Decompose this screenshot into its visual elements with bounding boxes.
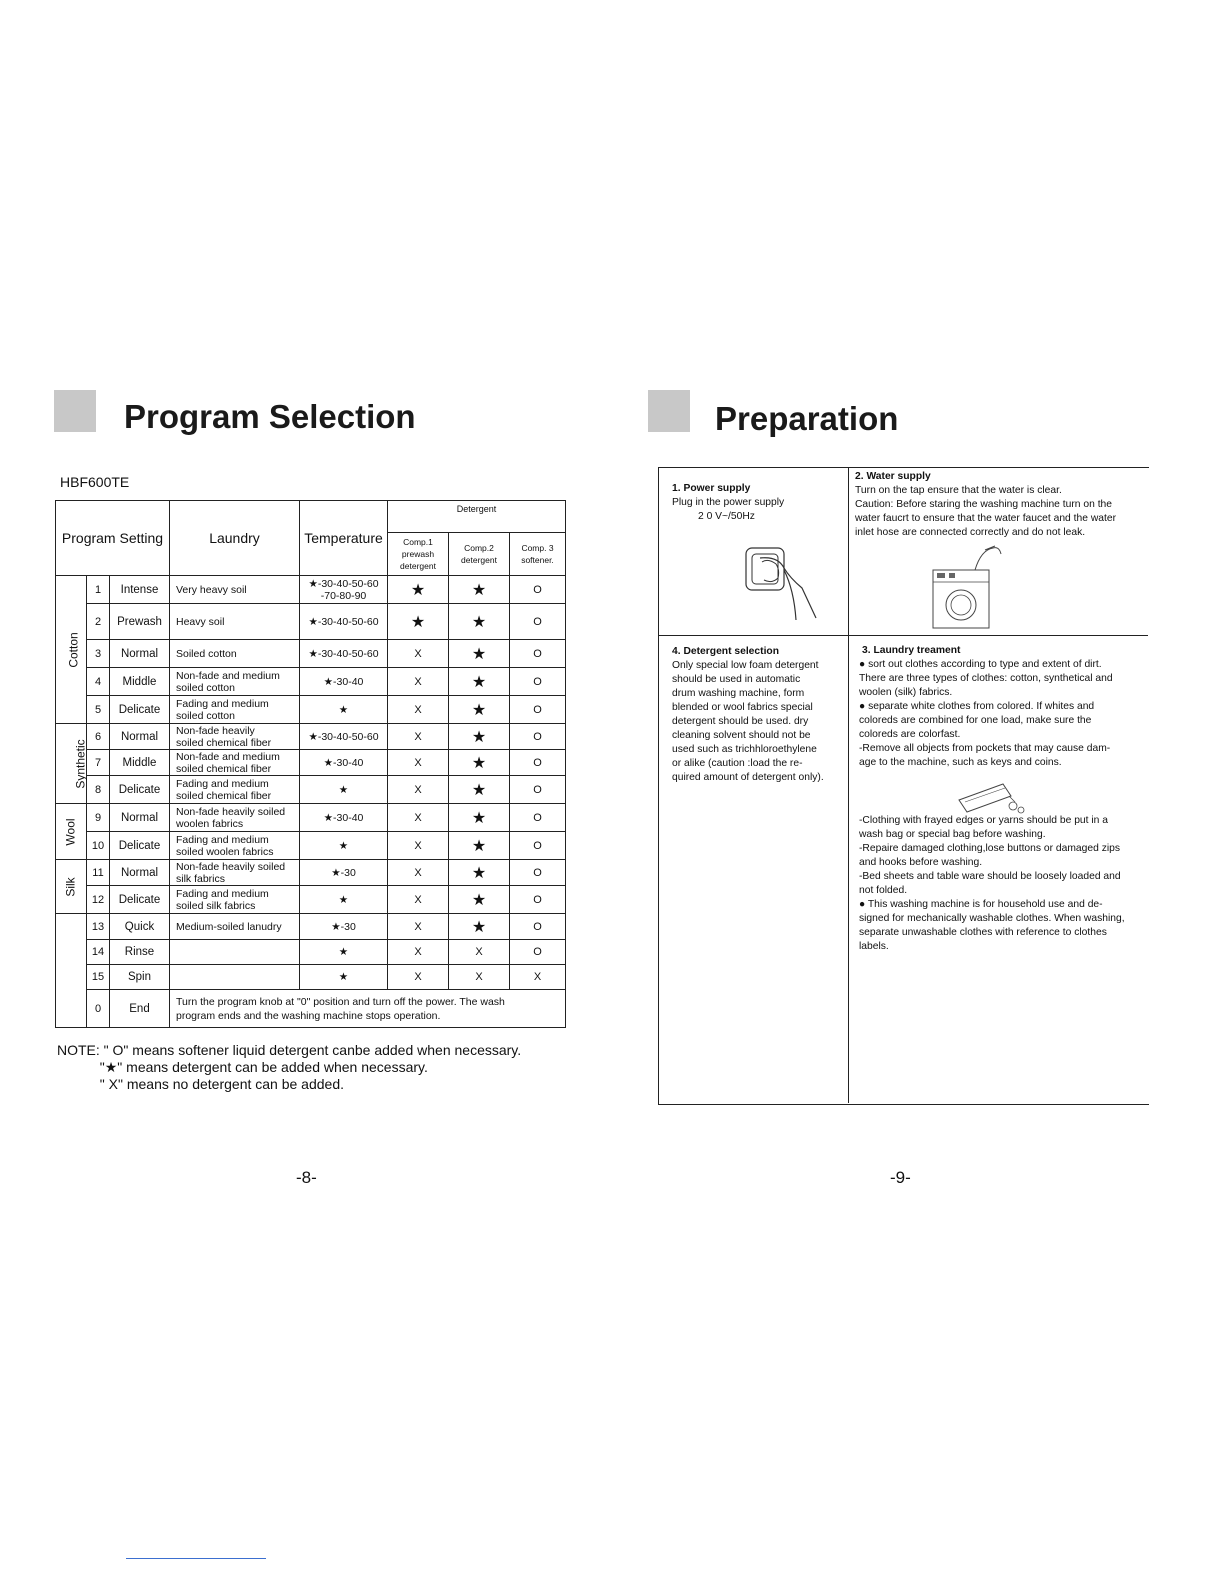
laundry-text: soiled chemical fiber bbox=[176, 789, 272, 802]
laundry-line: coloreds are combined for one load, make sure the bbox=[859, 715, 1092, 726]
laundry-line: -Bed sheets and table ware should be loosely loaded and bbox=[859, 871, 1121, 882]
detergent-line: detergent should be used. dry bbox=[672, 716, 809, 727]
detergent-symbol-c2: ★ bbox=[449, 804, 510, 832]
laundry-line: not folded. bbox=[859, 885, 908, 896]
header-comp1-line: detergent bbox=[400, 561, 436, 571]
program-number: 15 bbox=[87, 965, 110, 990]
detergent-symbol-c2: ★ bbox=[449, 750, 510, 776]
temperature-cell bbox=[300, 576, 388, 604]
power-supply-line: 2 0 V~/50Hz bbox=[698, 511, 755, 522]
temperature-cell bbox=[300, 914, 388, 940]
laundry-cell bbox=[170, 965, 300, 990]
laundry-text: Very heavy soil bbox=[176, 583, 247, 596]
program-name: Delicate bbox=[110, 832, 170, 860]
detergent-line: blended or wool fabrics special bbox=[672, 702, 813, 713]
laundry-text: soiled cotton bbox=[176, 709, 235, 722]
header-comp3-line: Comp. 3 bbox=[521, 543, 554, 553]
laundry-cell bbox=[170, 604, 300, 640]
table-row bbox=[56, 914, 566, 940]
program-number: 6 bbox=[87, 724, 110, 750]
program-group-label bbox=[56, 804, 87, 860]
program-name: End bbox=[110, 990, 170, 1028]
end-instruction-line: program ends and the washing machine stops operation. bbox=[176, 1009, 441, 1022]
laundry-treatment-heading: 3. Laundry treament bbox=[862, 645, 961, 656]
detergent-symbol-c1: X bbox=[388, 940, 449, 965]
temperature-cell bbox=[300, 640, 388, 668]
water-supply-line: Turn on the tap ensure that the water is clear. bbox=[855, 485, 1062, 496]
laundry-treatment-continued bbox=[859, 814, 1143, 954]
group-label-text: Wool bbox=[64, 817, 78, 846]
program-name: Delicate bbox=[110, 696, 170, 724]
laundry-text: Medium-soiled lanudry bbox=[176, 920, 282, 933]
detergent-symbol-c2: ★ bbox=[449, 576, 510, 604]
program-name: Prewash bbox=[110, 604, 170, 640]
detergent-line: Only special low foam detergent bbox=[672, 660, 819, 671]
laundry-line: labels. bbox=[859, 941, 889, 952]
note-line: "★" means detergent can be added when necessary. bbox=[57, 1059, 428, 1075]
laundry-line: coloreds are colorfast. bbox=[859, 729, 961, 740]
table-row bbox=[56, 640, 566, 668]
laundry-cell bbox=[170, 724, 300, 750]
laundry-cell bbox=[170, 776, 300, 804]
plug-socket-illustration bbox=[740, 540, 830, 625]
laundry-line: and hooks before washing. bbox=[859, 857, 983, 868]
program-name: Delicate bbox=[110, 886, 170, 914]
program-number: 2 bbox=[87, 604, 110, 640]
pocket-keys-illustration bbox=[955, 778, 1035, 818]
detergent-selection-heading: 4. Detergent selection bbox=[672, 646, 780, 657]
laundry-line: age to the machine, such as keys and coins. bbox=[859, 757, 1062, 768]
header-temperature: Temperature bbox=[300, 501, 388, 576]
detergent-symbol-c3: O bbox=[510, 750, 566, 776]
group-label-text: Cotton bbox=[66, 631, 81, 668]
table-row-end bbox=[56, 990, 566, 1028]
detergent-line: used such as trichhloroethylene bbox=[672, 744, 817, 755]
laundry-line: ● This washing machine is for household use and de- bbox=[859, 899, 1103, 910]
program-group-label bbox=[56, 724, 87, 804]
detergent-symbol-c1: X bbox=[388, 914, 449, 940]
table-row bbox=[56, 668, 566, 696]
detergent-symbol-c3: O bbox=[510, 886, 566, 914]
detergent-line: cleaning solvent should not be bbox=[672, 730, 811, 741]
laundry-text: soiled chemical fiber bbox=[176, 762, 272, 775]
laundry-text: soiled silk fabrics bbox=[176, 899, 256, 912]
laundry-line: -Remove all objects from pockets that may cause dam- bbox=[859, 743, 1111, 754]
detergent-line: drum washing machine, form bbox=[672, 688, 805, 699]
detergent-symbol-c2: ★ bbox=[449, 776, 510, 804]
table-row bbox=[56, 940, 566, 965]
program-number: 3 bbox=[87, 640, 110, 668]
laundry-text: soiled woolen fabrics bbox=[176, 845, 274, 858]
program-name: Spin bbox=[110, 965, 170, 990]
temperature-cell bbox=[300, 776, 388, 804]
temperature-cell bbox=[300, 886, 388, 914]
laundry-text: Heavy soil bbox=[176, 615, 225, 628]
laundry-cell bbox=[170, 804, 300, 832]
temperature-text: ★ bbox=[338, 783, 349, 796]
page-number-right: -9- bbox=[890, 1168, 911, 1187]
detergent-symbol-c1: ★ bbox=[388, 576, 449, 604]
header-comp3 bbox=[510, 533, 566, 576]
program-table bbox=[55, 500, 566, 1028]
laundry-line: separate unwashable clothes with reference to clothes bbox=[859, 927, 1107, 938]
detergent-symbol-c1: X bbox=[388, 860, 449, 886]
temperature-text: ★ bbox=[338, 839, 349, 852]
header-comp1 bbox=[388, 533, 449, 576]
grid-divider bbox=[658, 635, 1148, 636]
program-number: 1 bbox=[87, 576, 110, 604]
table-row bbox=[56, 965, 566, 990]
laundry-cell bbox=[170, 640, 300, 668]
program-number: 4 bbox=[87, 668, 110, 696]
detergent-symbol-c1: X bbox=[388, 804, 449, 832]
temperature-cell bbox=[300, 696, 388, 724]
program-number: 0 bbox=[87, 990, 110, 1028]
laundry-cell bbox=[170, 750, 300, 776]
header-laundry: Laundry bbox=[170, 501, 300, 576]
laundry-cell bbox=[170, 832, 300, 860]
laundry-line: ● sort out clothes according to type and extent of dirt. bbox=[859, 659, 1102, 670]
program-number: 5 bbox=[87, 696, 110, 724]
water-supply-line: water faucrt to ensure that the water faucet and the water bbox=[855, 513, 1117, 524]
water-supply-heading: 2. Water supply bbox=[855, 471, 931, 482]
program-group-label bbox=[56, 576, 87, 724]
header-comp2 bbox=[449, 533, 510, 576]
detergent-symbol-c2: X bbox=[449, 965, 510, 990]
note-line: " X" means no detergent can be added. bbox=[57, 1076, 345, 1092]
detergent-symbol-c1: X bbox=[388, 724, 449, 750]
model-number: HBF600TE bbox=[60, 474, 130, 490]
water-supply-line: Caution: Before staring the washing machine turn on the bbox=[855, 499, 1113, 510]
laundry-cell bbox=[170, 576, 300, 604]
table-row bbox=[56, 832, 566, 860]
temperature-cell bbox=[300, 724, 388, 750]
temperature-cell bbox=[300, 750, 388, 776]
laundry-text: Non-fade and medium bbox=[176, 750, 280, 763]
program-group-label bbox=[56, 914, 87, 1028]
program-number: 13 bbox=[87, 914, 110, 940]
laundry-line: ● separate white clothes from colored. If whites and bbox=[859, 701, 1095, 712]
preparation-grid bbox=[658, 467, 1149, 1105]
page-title-preparation: Preparation bbox=[715, 400, 899, 437]
temperature-cell bbox=[300, 832, 388, 860]
temperature-cell bbox=[300, 860, 388, 886]
temperature-cell bbox=[300, 804, 388, 832]
laundry-line: There are three types of clothes: cotton, synthetical and bbox=[859, 673, 1113, 684]
detergent-symbol-c2: ★ bbox=[449, 886, 510, 914]
laundry-text: Fading and medium bbox=[176, 777, 269, 790]
header-comp2-line: Comp.2 bbox=[464, 543, 494, 553]
group-label-text: Synthetic bbox=[73, 738, 88, 789]
program-name: Normal bbox=[110, 724, 170, 750]
laundry-cell bbox=[170, 886, 300, 914]
power-supply-line: Plug in the power supply bbox=[672, 497, 785, 508]
detergent-symbol-c1: X bbox=[388, 668, 449, 696]
temperature-text: ★-30-40-50-60 bbox=[308, 577, 379, 590]
power-supply-heading: 1. Power supply bbox=[672, 483, 751, 494]
program-number: 10 bbox=[87, 832, 110, 860]
laundry-text: Non-fade and medium bbox=[176, 669, 280, 682]
detergent-symbol-c1: X bbox=[388, 750, 449, 776]
laundry-text: Soiled cotton bbox=[176, 647, 237, 660]
laundry-text: silk fabrics bbox=[176, 872, 226, 885]
temperature-text: ★-30-40 bbox=[323, 675, 364, 688]
temperature-text: ★-30 bbox=[331, 920, 356, 933]
temperature-text: ★ bbox=[338, 703, 349, 716]
laundry-text: Fading and medium bbox=[176, 833, 269, 846]
laundry-cell bbox=[170, 696, 300, 724]
grid-divider bbox=[848, 467, 849, 1103]
program-name: Middle bbox=[110, 750, 170, 776]
laundry-line: -Repaire damaged clothing,lose buttons or damaged zips bbox=[859, 843, 1121, 854]
detergent-symbol-c1: X bbox=[388, 640, 449, 668]
table-row bbox=[56, 804, 566, 832]
header-comp3-line: softener. bbox=[521, 555, 554, 565]
section-marker bbox=[54, 390, 96, 432]
program-group-label bbox=[56, 860, 87, 914]
temperature-text: ★ bbox=[338, 946, 349, 958]
temperature-text: ★-30-40 bbox=[323, 811, 364, 824]
laundry-text: Fading and medium bbox=[176, 887, 269, 900]
header-program-setting: Program Setting bbox=[56, 501, 170, 576]
detergent-symbol-c3: O bbox=[510, 724, 566, 750]
table-row bbox=[56, 724, 566, 750]
laundry-cell bbox=[170, 860, 300, 886]
program-number: 14 bbox=[87, 940, 110, 965]
laundry-text: woolen fabrics bbox=[176, 817, 244, 830]
temperature-text: ★-30 bbox=[331, 866, 356, 879]
detergent-symbol-c3: O bbox=[510, 940, 566, 965]
laundry-text: Non-fade heavily soiled bbox=[176, 860, 286, 873]
temperature-text: ★-30-40-50-60 bbox=[308, 615, 379, 628]
detergent-line: or alike (caution :load the re- bbox=[672, 758, 803, 769]
page-number-left: -8- bbox=[296, 1168, 317, 1187]
table-row bbox=[56, 696, 566, 724]
header-comp1-line: Comp.1 bbox=[403, 537, 433, 547]
program-name: Delicate bbox=[110, 776, 170, 804]
detergent-symbol-c2: ★ bbox=[449, 604, 510, 640]
program-name: Middle bbox=[110, 668, 170, 696]
program-number: 9 bbox=[87, 804, 110, 832]
detergent-symbol-c1: X bbox=[388, 696, 449, 724]
detergent-line: should be used in automatic bbox=[672, 674, 801, 685]
temperature-text: ★ bbox=[338, 971, 349, 983]
program-name: Normal bbox=[110, 860, 170, 886]
laundry-line: wash bag or special bag before washing. bbox=[859, 829, 1046, 840]
header-comp1-line: prewash bbox=[401, 549, 435, 559]
table-row bbox=[56, 750, 566, 776]
water-supply-line: inlet hose are connected correctly and do not leak. bbox=[855, 527, 1086, 538]
footer-link-underline bbox=[126, 1558, 266, 1559]
detergent-symbol-c2: ★ bbox=[449, 832, 510, 860]
detergent-symbol-c1: X bbox=[388, 886, 449, 914]
detergent-symbol-c2: ★ bbox=[449, 724, 510, 750]
detergent-symbol-c3: O bbox=[510, 776, 566, 804]
detergent-line: quired amount of detergent only). bbox=[672, 772, 824, 783]
detergent-symbol-c2: X bbox=[449, 940, 510, 965]
laundry-text: Non-fade heavily bbox=[176, 724, 255, 737]
table-row bbox=[56, 860, 566, 886]
detergent-symbol-c1: X bbox=[388, 965, 449, 990]
temperature-cell bbox=[300, 604, 388, 640]
detergent-symbol-c2: ★ bbox=[449, 696, 510, 724]
header-detergent: Detergent bbox=[388, 501, 566, 533]
program-name: Normal bbox=[110, 804, 170, 832]
header-comp2-line: detergent bbox=[461, 555, 497, 565]
laundry-text: Non-fade heavily soiled bbox=[176, 805, 286, 818]
detergent-symbol-c3: O bbox=[510, 860, 566, 886]
note-line: NOTE: " O" means softener liquid detergent canbe added when necessary. bbox=[57, 1042, 522, 1058]
program-number: 12 bbox=[87, 886, 110, 914]
table-row bbox=[56, 886, 566, 914]
temperature-cell bbox=[300, 668, 388, 696]
end-instruction-line: Turn the program knob at "0" position and turn off the power. The wash bbox=[176, 995, 505, 1008]
laundry-cell bbox=[170, 940, 300, 965]
detergent-symbol-c1: X bbox=[388, 776, 449, 804]
notes bbox=[57, 1042, 521, 1093]
table-row bbox=[56, 576, 566, 604]
table-row bbox=[56, 776, 566, 804]
laundry-text: soiled cotton bbox=[176, 681, 235, 694]
temperature-cell bbox=[300, 940, 388, 965]
detergent-symbol-c2: ★ bbox=[449, 668, 510, 696]
temperature-text: ★-30-40-50-60 bbox=[308, 647, 379, 660]
washing-machine-tap-illustration bbox=[925, 540, 1005, 632]
group-label-text: Silk bbox=[64, 876, 78, 897]
laundry-cell bbox=[170, 914, 300, 940]
temperature-text: ★-30-40-50-60 bbox=[308, 730, 379, 743]
program-number: 7 bbox=[87, 750, 110, 776]
detergent-symbol-c1: X bbox=[388, 832, 449, 860]
program-name: Normal bbox=[110, 640, 170, 668]
laundry-line: signed for mechanically washable clothes. When washing, bbox=[859, 913, 1125, 924]
detergent-symbol-c2: ★ bbox=[449, 860, 510, 886]
detergent-selection-section bbox=[672, 645, 832, 785]
water-supply-section bbox=[855, 470, 1145, 540]
power-supply-section bbox=[672, 482, 842, 524]
laundry-cell bbox=[170, 668, 300, 696]
section-marker bbox=[648, 390, 690, 432]
table-row bbox=[56, 604, 566, 640]
detergent-symbol-c3: O bbox=[510, 832, 566, 860]
temperature-cell bbox=[300, 965, 388, 990]
program-name: Rinse bbox=[110, 940, 170, 965]
detergent-symbol-c3: O bbox=[510, 668, 566, 696]
detergent-symbol-c3: O bbox=[510, 696, 566, 724]
detergent-symbol-c1: ★ bbox=[388, 604, 449, 640]
laundry-text: soiled chemical fiber bbox=[176, 736, 272, 749]
laundry-line: -Clothing with frayed edges or yarns should be put in a bbox=[859, 815, 1108, 826]
detergent-symbol-c2: ★ bbox=[449, 640, 510, 668]
program-number: 11 bbox=[87, 860, 110, 886]
detergent-symbol-c3: X bbox=[510, 965, 566, 990]
laundry-text: Fading and medium bbox=[176, 697, 269, 710]
detergent-symbol-c3: O bbox=[510, 914, 566, 940]
temperature-text: -70-80-90 bbox=[320, 589, 367, 602]
page-title-program-selection: Program Selection bbox=[124, 398, 416, 435]
program-number: 8 bbox=[87, 776, 110, 804]
detergent-symbol-c3: O bbox=[510, 640, 566, 668]
detergent-symbol-c2: ★ bbox=[449, 914, 510, 940]
program-name: Quick bbox=[110, 914, 170, 940]
program-name: Intense bbox=[110, 576, 170, 604]
laundry-line: woolen (silk) fabrics. bbox=[859, 687, 953, 698]
detergent-symbol-c3: O bbox=[510, 804, 566, 832]
temperature-text: ★-30-40 bbox=[323, 756, 364, 769]
end-instructions bbox=[170, 990, 566, 1028]
laundry-treatment-section bbox=[859, 644, 1143, 770]
detergent-symbol-c3: O bbox=[510, 576, 566, 604]
temperature-text: ★ bbox=[338, 893, 349, 906]
detergent-symbol-c3: O bbox=[510, 604, 566, 640]
